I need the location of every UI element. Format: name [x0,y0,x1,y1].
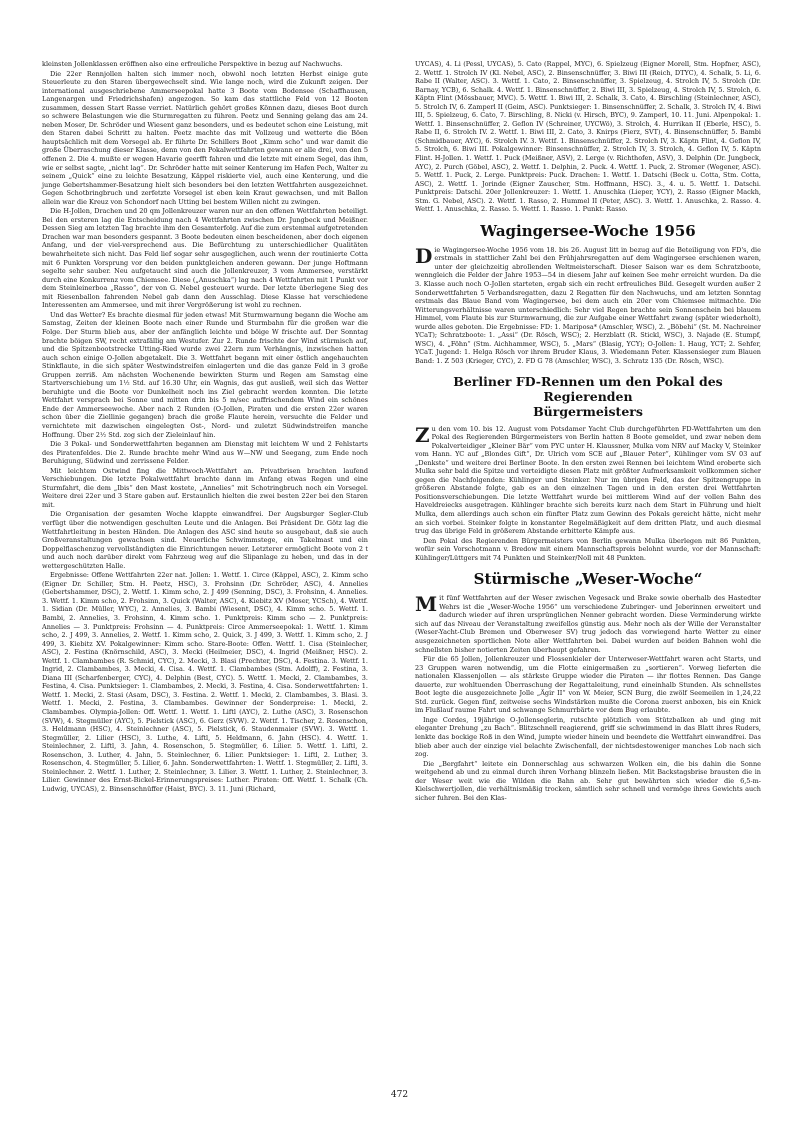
paragraph: Die 3 Pokal- und Sonderwettfahrten begannen am Dienstag mit leichtem W und 2 Fehlstarts des Piratenfeldes. Die 2. Runde brachte mehr Wind aus W—NW und Seegang, zum Ende noch Beruhigung, Südwind und zerrissene Felder. [42,440,368,466]
article-text: u den vom 10. bis 12. August vom Potsdamer Yacht Club durchgeführten FD-Wettfahrten um den Pokal des Regierenden Bürgermeisters von Berlin hatten 8 Boote gemeldet, und zwar neben dem Pokalverteidiger „Kleiner Bär“ vom PYC unter H. Klaussner, Mulka vom NRV auf Macky V, Steinker vom Hann. YC auf „Blondes Gift“, Dr. Ulrich vom SCE auf „Blauer Peter“, Kühlinger vom SV 03 auf „Denkste“ und weitere drei Berliner Boote. In den ersten zwei Rennen bei leichtem Wind eroberte sich Mulka sehr bald die Spitze und verteidigte diesen Platz mit größter Aufmerksamkeit vollkommen sicher gegen die Nachfolgenden: Kühlinger und Steinker. Nur im übrigen Feld, das der Spitzengruppe in größeren Abstande folgte, gab es an den einzelnen Tagen und in den ersten drei Wettfahrten Positionsverschiebungen. Die letzte Wettfahrt wurde bei mittlerem Wind auf der vollen Bahn des Haveldreiecks ausgetragen. Kühlinger brachte sich bereits kurz nach dem Start in Führung und hielt Mulka, dem allerdings auch schon ein fünfter Platz zum Gewinn des Pokals gereicht hätte, nicht mehr an sich vorbei. Steinker folgte in konstanter Regelmäßigkeit auf dem dritten Platz, und auch diesmal trug das übrige Feld in größerem Abstande erbitterte Kämpfe aus. [415,424,761,536]
paragraph: Inge Cordes, 19jährige O-Jollenseglerin, rutschte plötzlich vom Stützbalken ab und ging mit eleganter Drehung „zu Bach“. Blitzschnell reagierend, griff sie schwimmend in das Blatt ihres Ruders, lenkte das bockige Roß in den Wind, jumpte wieder hinein und beendete die Wettfahrt einwandfrei. Das blieb aber auch der einzige viel belachte Zwischenfall, der nichtsdestoweniger manches Lob nach sich zog. [415,715,761,759]
article-body [415,422,761,536]
paragraph: Die 22er Rennjollen halten sich immer noch, obwohl noch letzten Herbst einige gute Steuerleute zu den Staren übergewechselt sind. Wie lange noch, wird die Zukunft zeigen. Der international ausgeschriebene Ammerseepokal hatte 3 Boote vom Bodensee (Schaffhausen, Langenargen und Friedrichshafen) angezogen. So kam das stattliche Feld von 12 Booten zusammen, dessen Start Rasse verriet. Natürlich gehört großes Können dazu, dieses Boot durch so schwere Belastungen wie die Sturmregatten zu führen. Peetz und Senning gelang das am 24. neben Moser, Dr. Schröder und Wiesent ganz besonders, und es bedeutet schon eine Leistung, mit den Staren dabei Schritt zu halten. Peetz machte das mit Vollzeug und wetterte die Böen hauptsächlich mit dem Vorsegel ab. Er führte Dr. Schillers Boot „Kimm scho“ und war damit die große Überraschung dieser Klasse, denn von den Pokalwettfahrten gewann er alle drei, von den 5 offenen 2. Die 4. mußte er wegen Havarie geerfft fahren und die letzte mit einem Segel, das ihm, wie er selbst sagte, „nicht lag“. Dr. Schröder hatte mit seiner Kenterung im Hafen Pech, Walter zu seinem „Quick“ eine zu leichte Besatzung, Käppel riskierte viel, auch eine Kenterung, und die junge Gebertshammer-Besatzung hielt sich besonders bei den letzten Wettfahrten ausgezeichnet. Gegen Schotbringbruch und zerfetzte Vorsegel ist eben kein Kraut gewachsen, und mit Ballon allein war die Kreuz von Schondorf nach Utting bei bestem Willen nicht zu zwingen. [42,69,368,206]
article-title: Wagingersee-Woche 1956 [480,221,696,240]
title-line: Bürgermeisters [533,403,643,419]
article-title [415,374,761,419]
article-title: Stürmische „Weser-Woche“ [473,570,703,589]
drop-cap: D [415,243,433,268]
article-body [415,594,761,654]
title-line: Berliner FD-Rennen um den Pokal des Regierenden [453,373,723,404]
drop-cap: Z [415,422,430,447]
paragraph: Die H-Jollen, Drachen und 20 qm Jollenkreuzer waren nur an den offenen Wettfahrten beteiligt. Bei den ersteren lag die Entscheidung nach 4 Wettfahrten zwischen Dr. Jungbeck und Meißner. Dessen Sieg am letzten Tag brachte ihm den Gesamterfolg. Auf die zum erstenmal aufgetretenden Drachen war man besonders gespannt. 3 Boote bedeuten einen bescheidenen, aber doch eigenen Anfang, und der viel-versprechend aus. Die Befürchtung zu unterschiedlicher Qualitäten bewahrheitete sich nicht. Das Feld lief sogar sehr ausgeglichen, auch wenn der routinierte Cotta mit 6 Punkten Vorsprung vor den beiden punktgleichen anderen gewann. Der junge Hoftmann segelte sehr sauber. Neu aufgetaucht sind auch die Jollenkreuzer, 3 vom Ammersee, verstärkt durch eine Konkurrenz vom Chiemsee. Diese („Anuschka“) lag nach 4 Wettfahrten mit 1 Punkt vor dem Steinleinerboa „Rasso“, der von G. Nebel gesteuert wurde. Der letzte überlegene Sieg des mit Riesenballon fahrenden Nebel gab dann den Ausschlag. Diese Klasse hat verschiedene Interessenten am Ammersee, und mit ihrer Vergrößerung ist wohl zu rechnen. [42,207,368,310]
paragraph: Die „Bergfahrt“ leitete ein Donnerschlag aus schwarzen Wolken ein, die bis dahin die Sonne weitgehend ab und zu einmal durch ihren Vorhang blinzeln ließen. Mit Backstagsbrise brausten die in der Weser weit wie die Wilden die Bahn ab. Sehr gut bewährten sich wieder die 6,5-m-Kielschwertjollen, die verhältnismäßig trocken, sämtlich sehr schnell und vermöge ihres Gewichts auch sicher fuhren. Bei den Klas- [415,759,761,802]
paragraph: UYCAS), 4. Li (Pessl, UYCAS), 5. Cato (Rappel, MYC), 6. Spielzeug (Eigner Morell, Stm. Hopfner, ASC), 2. Wettf. 1. Strolch IV (Kl. Nebel, ASC), 2. Binsenschnüffer, 3. Biwi III (Reich, DTYC), 4. Schalk, 5. Li, 6. Rabe II (Walter, ASC). 3. Wettf. 1. Cato, 2. Binsenschnüffer, 3. Spielzeug, 4. Strolch IV, 5. Strolch (Dr. Barnay, YCB), 6. Schalk. 4. Wettf. 1. Binsenschnüffer, 2. Biwi III, 3. Spielzeug, 4. Strolch IV, 5. Strolch, 6. Käptn Flint (Mössbauer, MVC). 5. Wettf. 1. Biwi III, 2. Schalk, 3. Cato, 4. Birschling (Steinlechner, ASC), 5. Strolch IV, 6. Zamperl II (Geim, ASC). Punktsieger: 1. Binsenschnüffer, 2. Schalk, 3. Strolch IV, 4. Biwi III, 5. Spielzeug, 6. Cato, 7. Birschling, 8. Nicki (v. Hirsch, BYC), 9. Zamperl, 10. 11. Juni. Alpenpokal: 1. Wettf. 1. Binsenschnüffer, 2. Geflon IV (Schreiner, UYCWö), 3. Strolch, 4. Hurrikan II (Eberle, HSC), 5. Rabe II, 6. Strolch IV. 2. Wettf. 1. Biwi III, 2. Cato, 3. Knirps (Fierz, SVT), 4. Binsenschnüffer, 5. Bambi (Schmidbauer, AYC), 6. Strolch IV. 3. Wettf. 1. Binsenschnüffer, 2. Strolch IV, 3. Käptn Flint, 4. Geflon IV, 5. Strolch, 6. Biwi III. Pokalgewinner: Binsenschnüffer, 2. Strolch IV, 3. Strolch, 4. Geflon IV, 5. Käptn Flint. H-Jollen. 1. Wettf. 1. Puck (Meißner, ASV), 2. Lerge (v. Richthofen, ASV), 3. Delphin (Dr. Jungbeck, AYC), 2. Purch (Göbel, ASC), 2. Wettf. 1. Delphin, 2. Puck. 4. Wettf. 1. Puck, 2. Stromer (Wegener, ASC). 5. Wettf. 1. Puck, 2. Lerge. Punktpreis: Puck. Drachen: 1. Wettf. 1. Datschi (Beck u. Cotta, Stm. Cotta, ASC), 2. Wettf. 1. Jorinde (Eigner Zauscher, Stm. Hoffmann, HSC). 3., 4. u. 5. Wettf. 1. Datschi. Punktpreis: Datschi. 20er Jollenkreuzer: 1. Wettf. 1. Anuschka (Lieper, YCY), 2. Rasso (Eigner Mackh, Stm. G. Nebel, ASC). 2. Wettf. 1. Rasso, 2. Hummel II (Peter, ASC). 3. Wettf. 1. Anuschka, 2. Rasso. 4. Wettf. 1. Anuschka, 2. Rasso. 5. Wettf. 1. Rasso. 1. Punkt: Rasso. [415,60,761,214]
paragraph: Den Pokal des Regierenden Bürgermeisters von Berlin gewann Mulka überlegen mit 86 Punkten, wofür sein Vorschotmann v. Bredow mit einem Mannschaftspreis belohnt wurde, vor der Mannschaft: Kühlinger/Lüttgers mit 74 Punkten und Steinker/Noll mit 48 Punkten. [415,536,761,562]
paragraph: Mit leichtem Ostwind fing die Mittwoch-Wettfahrt an. Privatbrisen brachten laufend Verschiebungen. Die letzte Pokalwettfahrt brachte dann im Anfang etwas Regen und eine Sturmfahrt, die dem „Ibis“ den Mast kostete, „Annelies“ mit Schotringbruch noch ein Vorsegel. Weitere drei 22er und 3 Stare gaben auf. Erstaunlich hielten die zwei besten 22er bei den Staren mit. [42,466,368,509]
left-column [42,60,368,793]
paragraph: Die Organisation der gesamten Woche klappte einwandfrei. Der Augsburger Segler-Club verfügt über die notwendigen geschulten Leute und die Anlagen. Bei Präsident Dr. Götz lag die Wettfahrtleitung in besten Händen. Die Anlagen des ASC sind heute so ausgebaut, daß sie auch Großveranstaltungen gewachsen sind. Neuerliche Schwimmstege, ein Takelmast und ein Doppelflaschenzug vervollständigten die Einrichtungen neuer. Letzterer ermöglicht Boote von 2 t und auch noch darüber direkt vom Fahrzeug weg auf die Slipanlage zu heben, und das in der wettergeschützten Halle. [42,510,368,570]
page-number: 472 [390,1090,409,1100]
article-body [415,243,761,366]
article-text: it fünf Wettfahrten auf der Weser zwischen Vegesack und Brake sowie oberhalb des Hastedter Wehrs ist die „Weser-Woche 1956“ um verschiedene Zubringer- und Jeberinnen erweitert und dadurch wieder auf ihren ursprünglichen Nenner gebracht worden. Diese Verminderung wirkte sich auf das Niveau der Veranstaltung zweifellos günstig aus. Mehr noch als der Wille der Veranstalter (Weser-Yacht-Club Bremen und Oberweser SV) trug jedoch das vorwiegend harte Wetter zu einer ausgezeichneten sportlichen Note aller Wettfahrten bei. Dabei wurden auf beiden Bahnen wohl die schnellsten bisher notierten Zeiten überhaupt gefahren. [415,594,761,654]
article-text: ie Wagingersee-Woche 1956 vom 18. bis 26. August litt in bezug auf die Beteiligung von FD's, die erstmals in stattlicher Zahl bei den Frühjahrsregatten auf dem Wagingersee erschienen waren, unter der gleichzeitig abrollenden Weltmeisterschaft. Dieser Saison war es dem Schratzboote, wenngleich die Felder der Jahre 1953—54 in diesem Jahr auf keinen See mehr erreicht wurden. Da die 3. Klasse auch noch O-Jollen starteten, ergab sich ein recht erfreuliches Bild. Gesegelt wurden außer 2 Sonderwettfahrten 5 Verbandsregatten, dazu 2 Regatten für den Nachwuchs, und am letzten Sonntag erstmals das Blaue Band vom Wagingersee, bei dem auch ein 20er vom Chiemsee mitmachte. Die Witterungsverhältnisse waren unterschiedlich: Sehr viel Regen brachte sein Sonnenschein bei blauem Himmel, vom Flaute bis zur Sturmwarnung, die zur Aufgabe einer Wettfahrt zwang (später wiederholt), wurde alles geboten. Die Ergebnisse: FD: 1. Mariposa* (Amschler, WSC), 2. „Böbehi“ (St. M. Nachreiner YCaT); Schratzboote: 1. „Assi“ (Dr. Rösch, WSC); 2. Herzblatt (R. Stickl, WSC), 3. Najade (E. Stumpf, WSC), 4. „Föhn“ (Stm. Aichhammer, WSC), 5. „Mars“ (Blasig, YCY); O-Jollen: 1. Haug, YCT; 2. Sehfer, YCaT. Jugend: 1. Helga Rösch vor ihrem Bruder Klaus, 3. Wiedemann Peter. Klassensieger zum Blauen Band: 1. Z 503 (Krieger, CYC), 2. FD G 78 (Amschler, WSC), 3. Schratz 135 (Dr. Rösch, WSC). [415,245,761,365]
right-column [415,60,761,802]
paragraph: Für die 65 Jollen, Jollenkreuzer und Flossenkieler der Unterweser-Wettfahrt waren acht Starts, und 23 Gruppen waren notwendig, um die Flotte einigermaßen zu „sortieren“. Vorweg lieferten die nationalen Klassenjollen — als stärkste Gruppe wieder die Piraten — ihr flottes Rennen. Das Gange dauerte, zur wohltuenden Überraschung der Regattaleitung, rund eineinhalb Stunden. Als schnellstes Boot legte die ausgezeichnete Jolle „Ägir II“ von W. Meier, SCN Burg, die zwölf Seemeilen in 1,24,22 Std. zurück. Gegen fünf, zeitweise sechs Windstärken mußte die Corona zuerst anboxen, bis ein Knick im Flußlauf raume Fahrt und schwange Schmurrbärte vor dem Bug erlaubte. [415,655,761,715]
results-paragraph: Ergebnisse: Offene Wettfahrten 22er nat. Jollen: 1. Wettf. 1. Circe (Käppel, ASC), 2. Kimm scho (Eigner Dr. Schiller, Stm. H. Peetz, HSC), 3. Frohsinn (Dr. Schröder, ASC), 4. Annelies (Gebertshammer, DSC), 2. Wettf. 1. Kimm scho, 2. J 499 (Senning, DSC), 3. Frohsinn, 4. Annelies. 3. Wettf. 1. Kimm scho, 2. Frohsinn, 3. Quick (Walter, ASC), 4. Kiebitz XV (Moser, YCSch), 4. Wettf. 1. Sidian (Dr. Müller, WYC), 2. Annelies, 3. Bambi (Wiesent, DSC), 4. Kimm scho. 5. Wettf. 1. Bambi, 2. Annelies, 3. Frohsinn, 4. Kimm scho. 1. Punktpreis: Kimm scho — 2. Punktpreis: Annelies — 3. Punktpreis: Frohsinn — 4. Punktpreis: Circe Ammerseepokal: 1. Wettf. 1. Kimm scho, 2. J 499, 3. Annelies, 2. Wettf. 1. Kimm scho, 2. Quick, 3. J 499, 3. Wettf. 1. Kimm scho, 2. J 499, 3. Kiebitz XV. Pokalgewinner: Kimm scho. Stare-Boote: Offen. Wettf. 1. Cisa (Steinlecher, ASC), 2. Festina (Knörnschild, ASC), 3. Mecki (Heilmeier, DSC), 4. Ingrid (Meißner, HSC). 2. Wettf. 1. Clambambes (R. Schmid, CYC), 2. Mecki, 3. Blasi (Prechter, DSC), 4. Festina. 3. Wettf. 1. Ingrid, 2. Clambambes, 3. Mecki, 4. Cisa. 4. Wettf. 1. Clambambes (Stm. Adolff), 2. Festina, 3. Diana III (Scharfenberger, CYC), 4. Delphin (Best, CYC). 5. Wettf. 1. Mecki, 2. Clambambes, 3. Festina, 4. Cisa. Punktsieger: 1. Clambambes, 2. Mecki, 3. Festina, 4. Cisa. Sonderwettfahrten: 1. Wettf. 1. Mecki, 2. Stasi (Asam, DSC), 3. Festina. 2. Wettf. 1. Mecki, 2. Clambambes, 3. Blasi. 3. Wettf. 1. Mecki, 2. Festina, 3. Clambambes. Gewinner der Sonderpreise: 1. Mecki, 2. Clambambes. Olympia-Jollen: Off. Wettf. 1. Wettf. 1. Liftl (AYC), 2. Luthe (ASC), 3. Rosenschon (SVW), 4. Stegmüller (AYC), 5. Pielstick (ASC), 6. Gerz (SVW). 2. Wettf. 1. Tischer, 2. Rosenschon, 3. Heldmann (HSC), 4. Steinlechner (ASC), 5. Pielstick, 6. Staudenmaier (SVW). 3. Wettf. 1. Stegmüller, 2. Lilier (HSC), 3. Luthe, 4. Liftl, 5. Heldmann, 6. Jahn (HSC). 4. Wettf. 1. Steinlechner, 2. Liftl, 3. Jahn, 4. Rosenschon, 5. Stegmüller, 6. Lilier. 5. Wettf. 1. Liftl, 2. Rosenschon, 3. Luther, 4. Jahn, 5. Steinlechner, 6. Lilier. Punktsieger: 1. Liftl, 2. Luther, 3. Rosenschon, 4. Stegmüller, 5. Lilier, 6. Jahn. Sonderwettfahrten: 1. Wettf. 1. Stegmüller, 2. Liftl, 3. Steinlechner. 2. Wettf. 1. Luther, 2. Steinlechner, 3. Lilier. 3. Wettf. 1. Luther, 2. Steinlechner, 3. Lilier. Gewinner des Ernst-Bickel-Erinnerungspreises: Luther. Piraten: Off. Wettf. 1. Schalk (Ch. Ludwig, UYCAS), 2. Binsenschnüffer (Haist, BYC). 3. 11. Juni (Richard, [42,571,368,793]
paragraph: Und das Wetter? Es brachte diesmal für jeden etwas! Mit Sturmwarnung begann die Woche am Samstag, Zeiten der kleinen Boote nach einer Runde und Sturmbahn für die großen war die Folge. Der Sturm blieb aus, aber der anfänglich leichte und böige W frischte auf. Der Sonntag brachte böigen SW, recht extrafällig am Westufer. Zur 2. Runde frischte der Wind stürmisch auf, und die Spitzenbootstrecke Utting-Ried wurde zwei 22ern zum Verhängnis, inzwischen hatten auch schon einige O-Jollen abgetakelt. Die 3. Wettfahrt begann mit einer östlich angehauchten Stinkflaute, in die sich später Westwindstreifen einlagerten und die das ganze Feld in 3 große Gruppen zerriß. Am nächsten Wochenende bewirkten Sturm und Regen am Samstag eine Startverschiebung um 1½ Std. auf 16.30 Uhr, ein Wagnis, das gut ausließ, weil sich das Wetter beruhigte und die Boote vor Dunkelheit noch ins Ziel gebracht werden konnten. Die letzte Wettfahrt versprach bei Sonne und mitten drin bis 5 m/sec auffrischendem Wind ein schönes Ende der Ammerseewoche. Aber nach 2 Runden (O-Jollen, Piraten und die ersten 22er waren schon über die Ziellinie gegangen) brach die große Flaute herein, versuchte die Felder und vernichtete mit dazwischen eingelegten Ost-, Nord- und zuletzt Südwindstreifen manche Hoffnung. Über 2½ Std. zog sich der Zieleinlauf hin. [42,310,368,439]
drop-cap: M [415,592,438,617]
paragraph: kleinsten Jollenklassen eröffnen also eine erfreuliche Perspektive in bezug auf Nachwuchs. [42,60,343,68]
